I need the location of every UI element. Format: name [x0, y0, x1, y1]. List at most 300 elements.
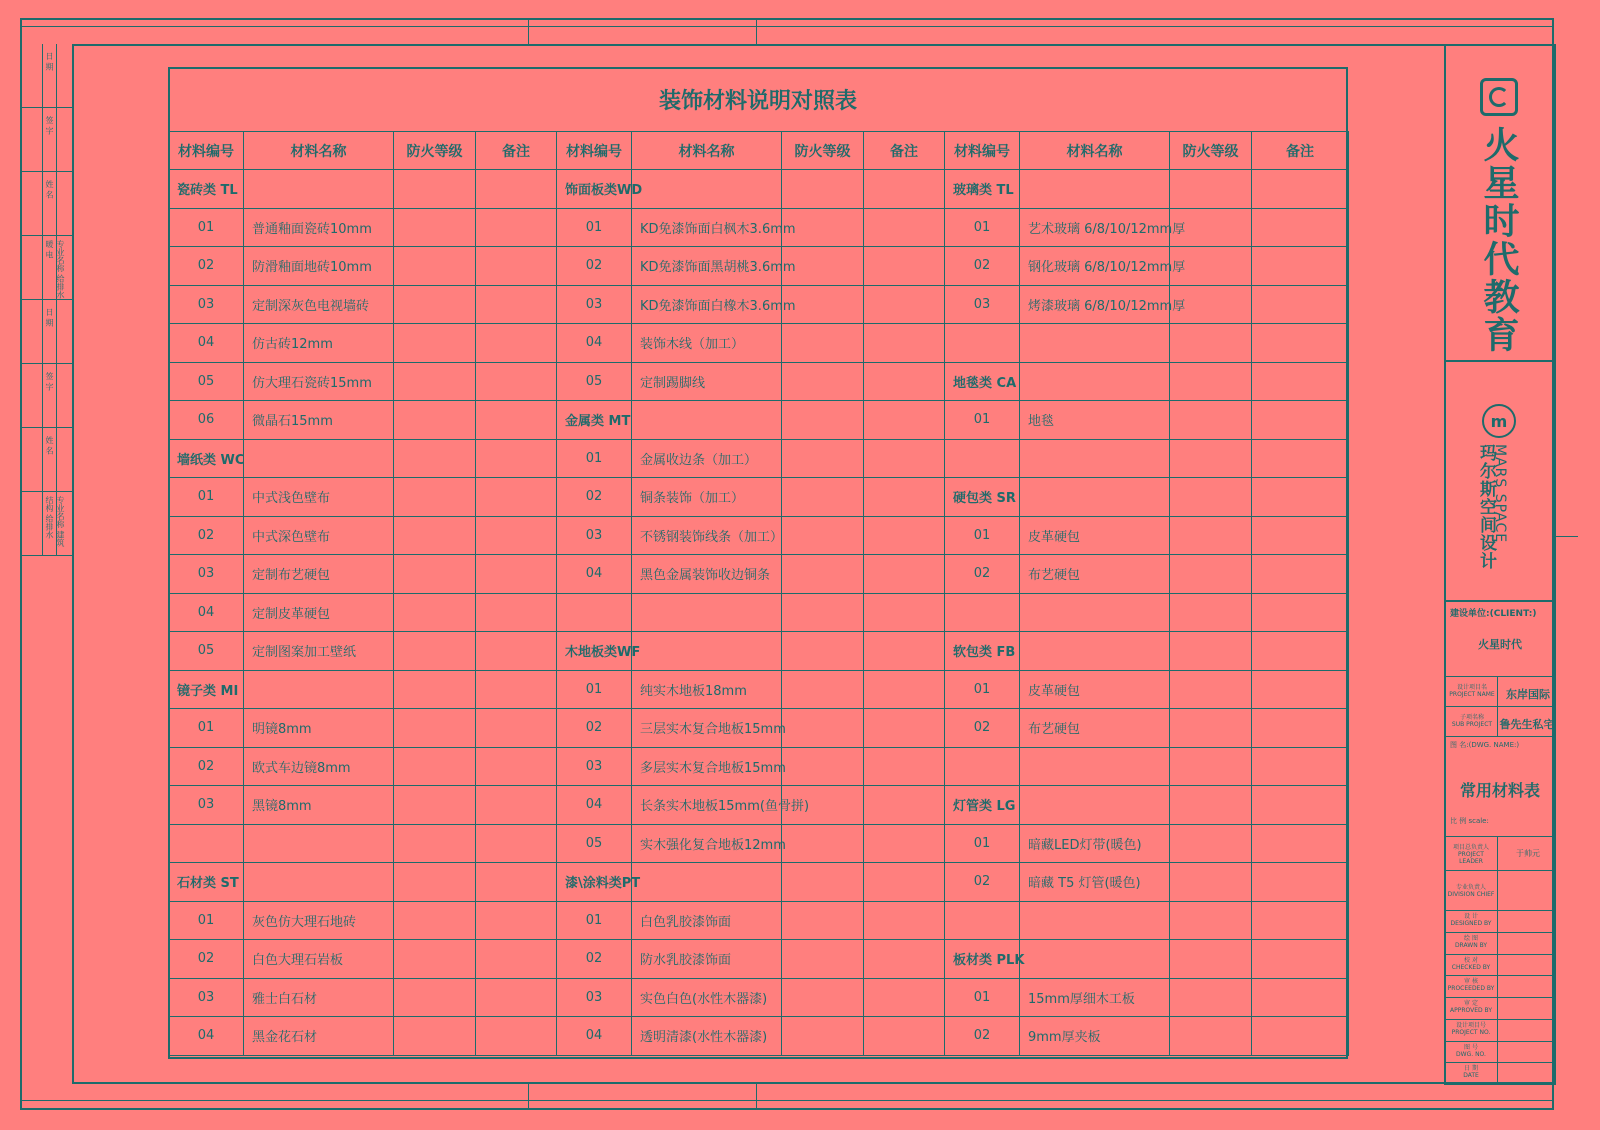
role-row-line	[1444, 932, 1556, 933]
role-label-en: DWG. NO.	[1456, 1050, 1486, 1058]
role-label-cn: 校 对	[1464, 956, 1478, 964]
category-cell: 金属类 MT	[557, 401, 632, 440]
empty-cell	[1020, 170, 1170, 209]
table-row	[169, 632, 1349, 671]
empty-cell	[1020, 593, 1170, 632]
empty-cell	[1170, 632, 1252, 671]
role-label	[1446, 957, 1496, 971]
empty-cell	[1170, 940, 1252, 979]
name-cell: 定制踢脚线	[632, 362, 782, 401]
mars-space-en: MARS SPACE	[1492, 444, 1508, 544]
empty-cell	[1252, 208, 1349, 247]
empty-cell	[476, 439, 557, 478]
name-cell: 欧式车边镜8mm	[244, 747, 394, 786]
empty-cell	[394, 940, 476, 979]
empty-cell	[864, 170, 945, 209]
name-cell: 雅士白石材	[244, 978, 394, 1017]
empty-cell	[1252, 978, 1349, 1017]
table-body	[169, 170, 1349, 1056]
table-row	[169, 362, 1349, 401]
empty-cell	[782, 439, 864, 478]
code-cell: 03	[557, 747, 632, 786]
empty-cell	[394, 516, 476, 555]
empty-cell	[476, 1017, 557, 1056]
empty-cell	[1170, 170, 1252, 209]
title-block-rule	[1444, 870, 1556, 871]
role-label	[1446, 1044, 1496, 1058]
strip-label: 签 字	[45, 372, 54, 391]
title-block-rule	[1444, 706, 1556, 707]
code-cell: 01	[945, 208, 1020, 247]
empty-cell	[1170, 901, 1252, 940]
empty-cell	[1252, 478, 1349, 517]
category-cell: 软包类 FB	[945, 632, 1020, 671]
empty-cell	[1252, 709, 1349, 748]
empty-cell	[782, 978, 864, 1017]
code-cell: 02	[557, 247, 632, 286]
empty-cell	[1170, 555, 1252, 594]
empty-cell	[244, 824, 394, 863]
top-tick	[528, 18, 529, 44]
table-row	[169, 670, 1349, 709]
mars-edu-logo-icon	[1480, 78, 1518, 116]
header-remark: 备注	[1252, 132, 1349, 170]
empty-cell	[476, 324, 557, 363]
code-cell: 02	[169, 247, 244, 286]
code-cell: 02	[557, 940, 632, 979]
empty-cell	[864, 478, 945, 517]
empty-cell	[394, 632, 476, 671]
name-cell: 透明清漆(水性木器漆)	[632, 1017, 782, 1056]
role-label-cn: 图 号	[1464, 1043, 1478, 1051]
table-row	[169, 170, 1349, 209]
code-cell: 01	[945, 824, 1020, 863]
empty-cell	[394, 786, 476, 825]
empty-cell	[244, 170, 394, 209]
code-cell: 01	[169, 901, 244, 940]
table-row	[169, 940, 1349, 979]
name-cell: 黑镜8mm	[244, 786, 394, 825]
empty-cell	[782, 747, 864, 786]
table-row	[169, 285, 1349, 324]
code-cell: 04	[557, 555, 632, 594]
empty-cell	[945, 439, 1020, 478]
empty-cell	[394, 1017, 476, 1056]
table-row	[169, 208, 1349, 247]
empty-cell	[1252, 824, 1349, 863]
name-cell: 普通釉面瓷砖10mm	[244, 208, 394, 247]
category-cell: 饰面板类WD	[557, 170, 632, 209]
code-cell: 02	[945, 709, 1020, 748]
empty-cell	[476, 747, 557, 786]
project-label-cn: 设计项目名	[1456, 684, 1487, 691]
name-cell: 多层实木复合地板15mm	[632, 747, 782, 786]
name-cell: 白色大理石岩板	[244, 940, 394, 979]
name-cell: 长条实木地板15mm(鱼骨拼)	[632, 786, 782, 825]
leader-label-cn: 项目总负责人	[1452, 844, 1489, 851]
empty-cell	[476, 208, 557, 247]
code-cell: 01	[169, 709, 244, 748]
name-cell: 黑金花石材	[244, 1017, 394, 1056]
strip-label: 日 期	[45, 308, 54, 327]
empty-cell	[1020, 901, 1170, 940]
strip-label: 签 字	[45, 116, 54, 135]
code-cell: 04	[557, 1017, 632, 1056]
leader-label	[1446, 844, 1496, 865]
table-row	[169, 439, 1349, 478]
empty-cell	[244, 439, 394, 478]
empty-cell	[476, 824, 557, 863]
edge-tick	[1556, 536, 1578, 537]
code-cell: 01	[169, 478, 244, 517]
scale-label: 比 例 scale:	[1450, 817, 1489, 825]
code-cell: 03	[557, 285, 632, 324]
empty-cell	[1170, 401, 1252, 440]
role-label	[1446, 978, 1496, 992]
role-row-line	[1444, 975, 1556, 976]
name-cell: 不锈钢装饰线条（加工）	[632, 516, 782, 555]
category-cell: 地毯类 CA	[945, 362, 1020, 401]
strip-label: 姓 名	[45, 180, 54, 199]
code-cell: 03	[169, 978, 244, 1017]
empty-cell	[394, 478, 476, 517]
empty-cell	[394, 901, 476, 940]
title-block-divider	[1444, 44, 1446, 1084]
empty-cell	[1170, 324, 1252, 363]
chief-label-cn: 专业负责人	[1455, 884, 1486, 891]
empty-cell	[945, 747, 1020, 786]
empty-cell	[476, 978, 557, 1017]
code-cell: 02	[557, 478, 632, 517]
header-fire-rating: 防火等级	[1170, 132, 1252, 170]
header-code: 材料编号	[945, 132, 1020, 170]
code-cell: 03	[169, 786, 244, 825]
code-cell: 01	[945, 516, 1020, 555]
empty-cell	[864, 709, 945, 748]
name-cell: KD免漆饰面白枫木3.6mm	[632, 208, 782, 247]
role-label-cn: 设计项目号	[1455, 1021, 1486, 1029]
code-cell: 03	[169, 555, 244, 594]
name-cell: 布艺硬包	[1020, 555, 1170, 594]
empty-cell	[1020, 439, 1170, 478]
code-cell: 02	[945, 1017, 1020, 1056]
table-row	[169, 824, 1349, 863]
name-cell: 纯实木地板18mm	[632, 670, 782, 709]
name-cell: 定制图案加工壁纸	[244, 632, 394, 671]
mars-space-logo-icon: m	[1482, 404, 1516, 438]
name-cell: 装饰木线（加工）	[632, 324, 782, 363]
name-cell: 灰色仿大理石地砖	[244, 901, 394, 940]
code-cell: 01	[945, 401, 1020, 440]
table-header-row	[169, 132, 1349, 170]
empty-cell	[476, 362, 557, 401]
name-cell: 仿古砖12mm	[244, 324, 394, 363]
empty-cell	[476, 516, 557, 555]
code-cell: 01	[169, 208, 244, 247]
strip-divider	[42, 44, 43, 556]
empty-cell	[1170, 670, 1252, 709]
role-label-en: PROCEEDED BY	[1447, 985, 1495, 993]
empty-cell	[632, 593, 782, 632]
empty-cell	[864, 247, 945, 286]
category-cell: 玻璃类 TL	[945, 170, 1020, 209]
empty-cell	[1170, 978, 1252, 1017]
table-row	[169, 709, 1349, 748]
empty-cell	[782, 170, 864, 209]
sub-project-label	[1448, 714, 1496, 728]
empty-cell	[1020, 324, 1170, 363]
empty-cell	[782, 401, 864, 440]
empty-cell	[1020, 478, 1170, 517]
empty-cell	[476, 940, 557, 979]
bottom-tick	[756, 1084, 757, 1110]
project-value: 东岸国际	[1506, 688, 1550, 701]
empty-cell	[1170, 824, 1252, 863]
empty-cell	[864, 324, 945, 363]
empty-cell	[782, 940, 864, 979]
empty-cell	[1252, 940, 1349, 979]
strip-label: 姓 名	[45, 436, 54, 455]
code-cell: 02	[945, 863, 1020, 902]
name-cell: 黑色金属装饰收边铜条	[632, 555, 782, 594]
empty-cell	[864, 593, 945, 632]
table-row	[169, 516, 1349, 555]
role-label-en: CHECKED BY	[1451, 963, 1491, 971]
header-remark: 备注	[476, 132, 557, 170]
empty-cell	[864, 516, 945, 555]
header-code: 材料编号	[169, 132, 244, 170]
table-row	[169, 593, 1349, 632]
empty-cell	[394, 978, 476, 1017]
strip-label: 专业名称 建筑 结构 给排水	[45, 496, 65, 547]
code-cell: 06	[169, 401, 244, 440]
strip-divider	[56, 44, 57, 556]
title-block-rule	[1444, 676, 1556, 677]
empty-cell	[945, 593, 1020, 632]
code-cell: 02	[169, 747, 244, 786]
empty-cell	[476, 901, 557, 940]
empty-cell	[476, 285, 557, 324]
table-row	[169, 901, 1349, 940]
empty-cell	[394, 670, 476, 709]
empty-cell	[1020, 940, 1170, 979]
empty-cell	[782, 863, 864, 902]
code-cell: 01	[945, 978, 1020, 1017]
empty-cell	[1252, 1017, 1349, 1056]
empty-cell	[1252, 786, 1349, 825]
empty-cell	[1170, 709, 1252, 748]
category-cell: 板材类 PLK	[945, 940, 1020, 979]
category-cell: 石材类 ST	[169, 863, 244, 902]
empty-cell	[394, 170, 476, 209]
empty-cell	[864, 362, 945, 401]
empty-cell	[782, 555, 864, 594]
role-label-cn: 日 期	[1464, 1065, 1478, 1073]
role-label-cn: 审 核	[1464, 978, 1478, 986]
code-cell: 03	[557, 978, 632, 1017]
empty-cell	[476, 632, 557, 671]
name-cell: 微晶石15mm	[244, 401, 394, 440]
table-row	[169, 247, 1349, 286]
table-row	[169, 478, 1349, 517]
empty-cell	[394, 247, 476, 286]
empty-cell	[1252, 247, 1349, 286]
role-label-en: PROJECT NO.	[1451, 1028, 1491, 1036]
code-cell: 04	[169, 593, 244, 632]
empty-cell	[1252, 170, 1349, 209]
empty-cell	[394, 747, 476, 786]
empty-cell	[782, 632, 864, 671]
empty-cell	[1252, 362, 1349, 401]
empty-cell	[782, 516, 864, 555]
name-cell: 防水乳胶漆饰面	[632, 940, 782, 979]
empty-cell	[394, 439, 476, 478]
empty-cell	[1020, 362, 1170, 401]
empty-cell	[394, 401, 476, 440]
code-cell: 04	[169, 324, 244, 363]
name-cell: 皮革硬包	[1020, 516, 1170, 555]
role-row-line	[1444, 954, 1556, 955]
name-cell: 铜条装饰（加工）	[632, 478, 782, 517]
empty-cell	[1020, 786, 1170, 825]
code-cell: 05	[557, 362, 632, 401]
leader-value: 于帅元	[1516, 849, 1540, 858]
name-cell: 中式浅色壁布	[244, 478, 394, 517]
empty-cell	[394, 362, 476, 401]
empty-cell	[476, 555, 557, 594]
empty-cell	[476, 478, 557, 517]
empty-cell	[632, 632, 782, 671]
category-cell: 灯管类 LG	[945, 786, 1020, 825]
header-code: 材料编号	[557, 132, 632, 170]
code-cell: 01	[945, 670, 1020, 709]
name-cell: 金属收边条（加工）	[632, 439, 782, 478]
empty-cell	[1252, 747, 1349, 786]
category-cell: 墙纸类 WC	[169, 439, 244, 478]
empty-cell	[632, 170, 782, 209]
name-cell: 明镜8mm	[244, 709, 394, 748]
empty-cell	[632, 401, 782, 440]
empty-cell	[1252, 632, 1349, 671]
dwg-name-value: 常用材料表	[1459, 781, 1540, 800]
role-label	[1446, 1022, 1496, 1036]
dwg-name-label: 图 名:(DWG. NAME:)	[1450, 741, 1520, 749]
empty-cell	[864, 1017, 945, 1056]
empty-cell	[782, 593, 864, 632]
empty-cell	[1170, 1017, 1252, 1056]
category-cell: 漆\涂料类PT	[557, 863, 632, 902]
empty-cell	[394, 824, 476, 863]
leader-label-en: PROJECT LEADER	[1458, 851, 1484, 865]
name-cell: 定制深灰色电视墙砖	[244, 285, 394, 324]
header-name: 材料名称	[1020, 132, 1170, 170]
role-label-en: DRAWN BY	[1454, 941, 1488, 949]
title-block-col	[1497, 836, 1498, 910]
empty-cell	[476, 170, 557, 209]
title-block-rule	[1444, 360, 1556, 362]
empty-cell	[1252, 901, 1349, 940]
name-cell: 仿大理石瓷砖15mm	[244, 362, 394, 401]
code-cell: 01	[557, 670, 632, 709]
empty-cell	[782, 478, 864, 517]
name-cell: 定制皮革硬包	[244, 593, 394, 632]
code-cell: 01	[557, 901, 632, 940]
code-cell: 02	[169, 940, 244, 979]
empty-cell	[1170, 516, 1252, 555]
empty-cell	[1020, 747, 1170, 786]
code-cell: 02	[169, 516, 244, 555]
code-cell: 05	[557, 824, 632, 863]
role-row-line	[1444, 1041, 1556, 1042]
table-title: 装饰材料说明对照表	[658, 89, 857, 114]
empty-cell	[782, 362, 864, 401]
bottom-margin-line	[20, 1100, 1554, 1101]
empty-cell	[1252, 555, 1349, 594]
empty-cell	[782, 324, 864, 363]
name-cell: 暗藏LED灯带(暖色)	[1020, 824, 1170, 863]
empty-cell	[394, 863, 476, 902]
name-cell: 实木强化复合地板12mm	[632, 824, 782, 863]
empty-cell	[1020, 632, 1170, 671]
header-name: 材料名称	[632, 132, 782, 170]
empty-cell	[782, 901, 864, 940]
role-label-cn: 绘 图	[1464, 934, 1478, 942]
code-cell: 01	[557, 208, 632, 247]
name-cell: 艺术玻璃 6/8/10/12mm厚	[1020, 208, 1170, 247]
role-label	[1446, 935, 1496, 949]
name-cell: 中式深色壁布	[244, 516, 394, 555]
name-cell: 定制布艺硬包	[244, 555, 394, 594]
empty-cell	[1252, 593, 1349, 632]
empty-cell	[864, 863, 945, 902]
empty-cell	[1170, 362, 1252, 401]
name-cell: KD免漆饰面白橡木3.6mm	[632, 285, 782, 324]
empty-cell	[476, 401, 557, 440]
table-row	[169, 747, 1349, 786]
role-row-line	[1444, 1062, 1556, 1063]
table-row	[169, 863, 1349, 902]
strip-label: 日 期	[45, 52, 54, 71]
empty-cell	[1170, 593, 1252, 632]
bottom-tick	[528, 1084, 529, 1110]
empty-cell	[1252, 516, 1349, 555]
client-label: 建设单位:(CLIENT:)	[1450, 609, 1537, 619]
code-cell: 01	[557, 439, 632, 478]
code-cell: 04	[169, 1017, 244, 1056]
empty-cell	[782, 1017, 864, 1056]
mars-space-cn: 玛尔斯空间设计	[1476, 444, 1496, 570]
empty-cell	[1252, 324, 1349, 363]
sub-project-value: 鲁先生私宅	[1499, 718, 1555, 731]
name-cell: 地毯	[1020, 401, 1170, 440]
brand-name: 火星时代教育	[1478, 126, 1519, 354]
role-label	[1446, 1065, 1496, 1079]
empty-cell	[864, 747, 945, 786]
name-cell: 15mm厚细木工板	[1020, 978, 1170, 1017]
sub-label-en: SUB PROJECT	[1451, 721, 1493, 728]
empty-cell	[557, 593, 632, 632]
role-label	[1446, 1000, 1496, 1014]
role-row-line	[1444, 1084, 1556, 1085]
role-label-en: APPROVED BY	[1449, 1007, 1492, 1014]
sub-label-cn: 子项名称	[1459, 714, 1484, 721]
title-block-rule	[1444, 836, 1556, 837]
table-row	[169, 1017, 1349, 1056]
empty-cell	[1170, 439, 1252, 478]
empty-cell	[782, 670, 864, 709]
empty-cell	[1252, 401, 1349, 440]
empty-cell	[782, 824, 864, 863]
